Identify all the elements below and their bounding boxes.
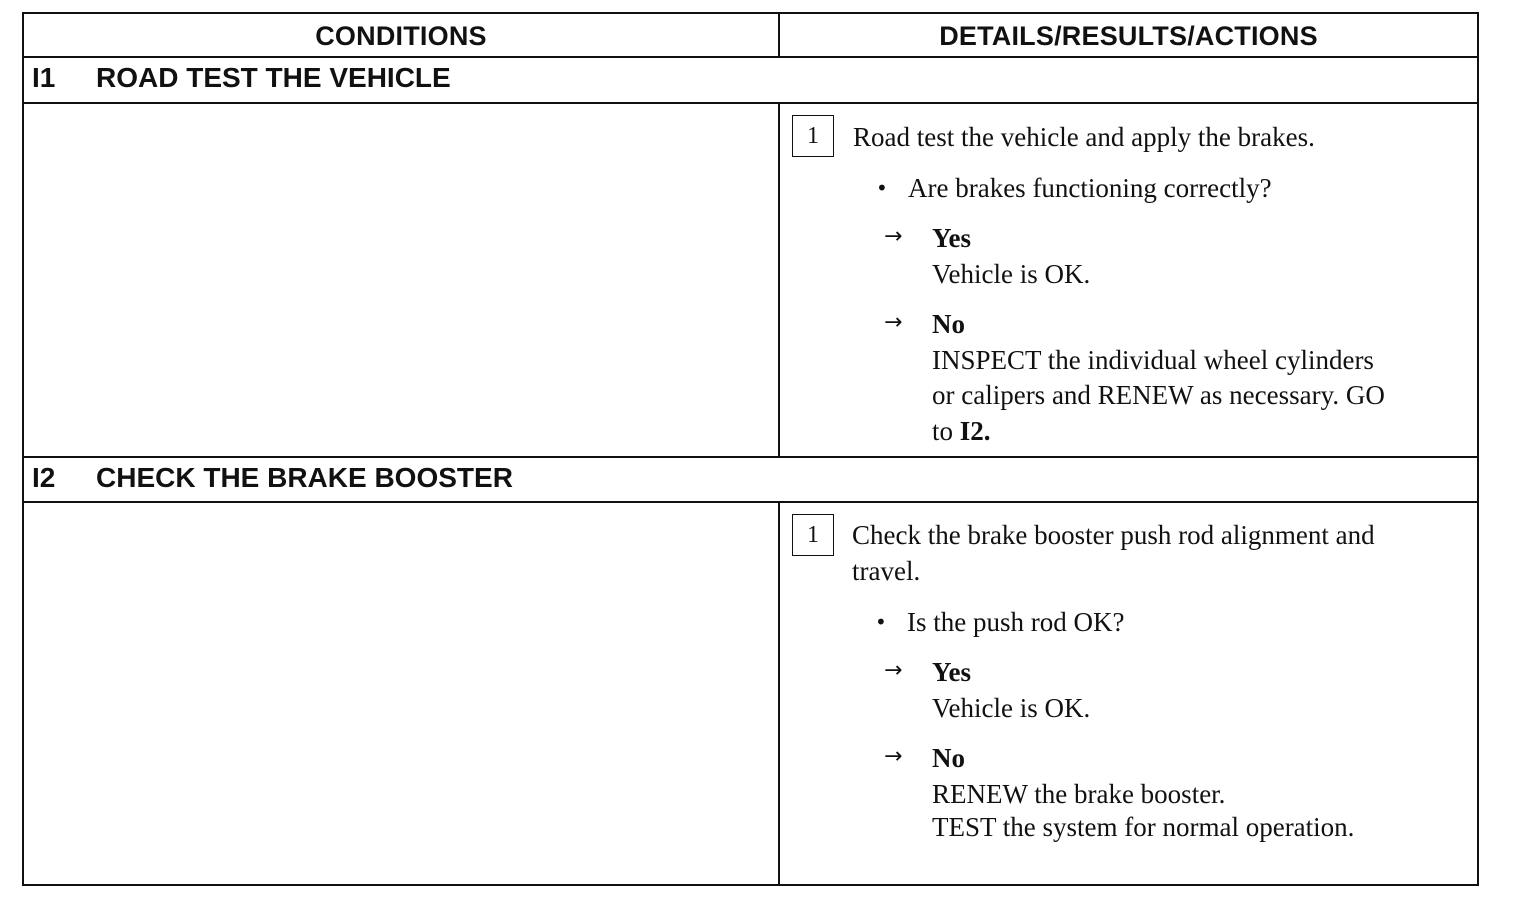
- i1-yes-text: Vehicle is OK.: [932, 259, 1091, 289]
- i1-no-line-2: or calipers and RENEW as necessary. GO: [932, 380, 1385, 410]
- i2-step-number: 1: [792, 514, 834, 556]
- section-i2-heading: [24, 456, 1477, 500]
- header-details: DETAILS/RESULTS/ACTIONS: [939, 20, 1318, 51]
- i1-no-goto-prefix: to: [932, 416, 960, 446]
- i2-column-divider: [778, 501, 780, 884]
- i2-step-text-line-2: travel.: [852, 556, 921, 586]
- section-i1-divider: [24, 102, 1477, 104]
- i1-no-goto: [932, 414, 991, 449]
- section-i1-heading: [24, 56, 1477, 100]
- i2-no-line-1: RENEW the brake booster.: [932, 779, 1226, 809]
- i1-no-goto-target: I2.: [959, 416, 991, 446]
- i1-step-number: 1: [792, 115, 834, 157]
- i1-column-divider: [778, 102, 780, 458]
- i2-yes-label: Yes: [932, 657, 971, 687]
- section-i2-id: I2: [32, 462, 56, 493]
- arrow-right-icon: →: [884, 310, 903, 335]
- section-i2-title: CHECK THE BRAKE BOOSTER: [96, 462, 513, 493]
- section-i1-title: ROAD TEST THE VEHICLE: [96, 62, 451, 93]
- i1-yes-label: Yes: [932, 223, 971, 253]
- i2-no-label: No: [932, 743, 965, 773]
- i1-no-label: No: [932, 309, 965, 339]
- bullet-icon: •: [876, 176, 888, 200]
- i1-step-text: Road test the vehicle and apply the brakes.: [853, 122, 1315, 152]
- i2-question: Is the push rod OK?: [907, 607, 1125, 637]
- header-conditions: CONDITIONS: [315, 20, 487, 51]
- i1-no-line-1: INSPECT the individual wheel cylinders: [932, 345, 1374, 375]
- bullet-icon: •: [875, 610, 887, 634]
- diagnostic-table: [22, 12, 1479, 886]
- i1-question: Are brakes functioning correctly?: [908, 173, 1272, 203]
- arrow-right-icon: →: [884, 744, 903, 769]
- i2-no-line-2: TEST the system for normal operation.: [932, 812, 1355, 842]
- arrow-right-icon: →: [884, 658, 903, 683]
- section-i1-id: I1: [32, 62, 56, 93]
- arrow-right-icon: →: [884, 224, 903, 249]
- i2-step-text-line-1: Check the brake booster push rod alignment and: [852, 520, 1375, 550]
- i2-yes-text: Vehicle is OK.: [932, 693, 1091, 723]
- section-i2-divider: [24, 501, 1477, 503]
